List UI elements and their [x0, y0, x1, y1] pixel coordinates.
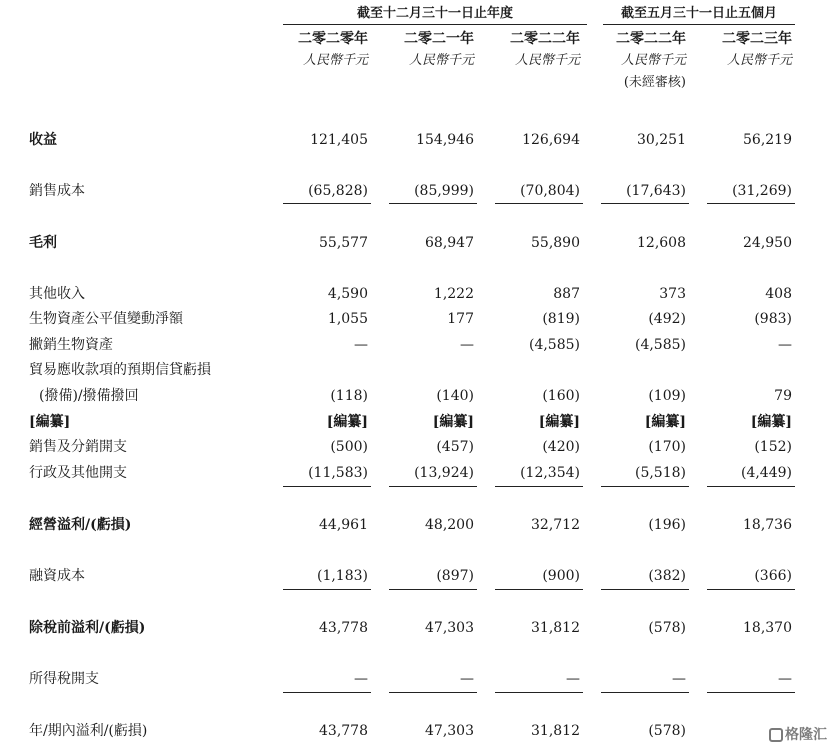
column-year: 二零二一年 — [404, 31, 474, 47]
watermark — [767, 724, 829, 744]
cell-2023-5m: 18,736 — [743, 517, 792, 533]
subtotal-rule — [601, 692, 689, 693]
column-unit: 人民幣千元 — [514, 53, 580, 68]
cell-2021: 154,946 — [416, 132, 474, 148]
cell-2022-5m: (196) — [648, 517, 686, 533]
cell-2023-5m: 56,219 — [743, 132, 792, 148]
cell-2021: (897) — [436, 568, 474, 584]
cell-2022-5m: 30,251 — [637, 132, 686, 148]
cell-2022: (420) — [542, 439, 580, 455]
cell-2022-5m: [編纂] — [644, 414, 686, 430]
cell-2021: [編纂] — [432, 414, 474, 430]
subtotal-rule — [389, 203, 477, 204]
cell-2021: 68,947 — [425, 235, 474, 251]
cell-2022-5m: (17,643) — [626, 183, 686, 199]
column-year: 二零二二年 — [616, 31, 686, 47]
table-row-revenue — [0, 129, 831, 151]
cell-2020: 43,778 — [319, 723, 368, 739]
subtotal-rule — [389, 589, 477, 590]
subtotal-rule — [283, 203, 371, 204]
table-row-ecl-provision — [0, 385, 831, 407]
row-label: (撥備)/撥備撥回 — [39, 388, 139, 404]
cell-2023-5m: (31,269) — [732, 183, 792, 199]
cell-2022-5m: (170) — [648, 439, 686, 455]
cell-2021: 48,200 — [425, 517, 474, 533]
cell-2021: 177 — [447, 311, 474, 327]
cell-2020: — — [354, 671, 368, 687]
cell-2022-5m: (109) — [648, 388, 686, 404]
cell-2022: (12,354) — [520, 465, 580, 481]
subtotal-rule — [601, 486, 689, 487]
cell-2023-5m: (983) — [754, 311, 792, 327]
table-row-operating-profit — [0, 514, 831, 536]
row-label: 除稅前溢利/(虧損) — [29, 620, 146, 636]
watermark-text: 格隆汇 — [785, 727, 827, 743]
header-group-five-months: 截至五月三十一日止五個月 — [603, 4, 795, 25]
cell-2021: (85,999) — [414, 183, 474, 199]
row-label: 撇銷生物資產 — [29, 337, 113, 353]
cell-2021: 1,222 — [433, 286, 474, 302]
cell-2023-5m: 79 — [774, 388, 792, 404]
row-label: 貿易應收款項的預期信貸虧損 — [29, 362, 211, 378]
row-label: 銷售成本 — [29, 183, 85, 199]
cell-2020: 4,590 — [327, 286, 368, 302]
row-label: 銷售及分銷開支 — [29, 439, 127, 455]
cell-2022: 887 — [553, 286, 580, 302]
table-row-profit-for-period — [0, 720, 831, 742]
subtotal-rule — [283, 589, 371, 590]
cell-2022: 126,694 — [522, 132, 580, 148]
row-label: 年/期內溢利/(虧損) — [29, 723, 148, 739]
cell-2023-5m: 24,950 — [743, 235, 792, 251]
cell-2020: (11,583) — [308, 465, 368, 481]
column-header-2022-unaudited — [586, 28, 686, 94]
cell-2022-5m: (5,518) — [634, 465, 686, 481]
table-row-income-tax — [0, 668, 831, 690]
subtotal-rule — [707, 486, 795, 487]
cell-2020: 1,055 — [327, 311, 368, 327]
subtotal-rule — [495, 486, 583, 487]
subtotal-rule — [495, 692, 583, 693]
cell-2022: 55,890 — [531, 235, 580, 251]
table-row-cost-of-sales — [0, 180, 831, 202]
row-label: 收益 — [29, 132, 57, 148]
subtotal-rule — [601, 589, 689, 590]
cell-2023-5m: (366) — [754, 568, 792, 584]
cell-2022-5m: (578) — [648, 620, 686, 636]
cell-2021: — — [460, 337, 474, 353]
watermark-logo-icon — [769, 728, 783, 742]
table-row-finance-costs — [0, 565, 831, 587]
cell-2022: (900) — [542, 568, 580, 584]
table-row-other-income — [0, 283, 831, 305]
column-year: 二零二二年 — [510, 31, 580, 47]
row-label: 毛利 — [29, 235, 57, 251]
subtotal-rule — [707, 203, 795, 204]
table-row-redacted — [0, 411, 831, 433]
table-row-write-off-biological — [0, 334, 831, 356]
cell-2021: 47,303 — [425, 620, 474, 636]
cell-2022-5m: (382) — [648, 568, 686, 584]
cell-2022: [編纂] — [538, 414, 580, 430]
cell-2020: (500) — [330, 439, 368, 455]
cell-2020: 44,961 — [319, 517, 368, 533]
column-year: 二零二三年 — [722, 31, 792, 47]
row-label: 所得稅開支 — [29, 671, 99, 687]
cell-2021: (13,924) — [414, 465, 474, 481]
row-label: [編纂] — [29, 414, 71, 430]
column-note: (未經審核) — [623, 75, 686, 90]
column-unit: 人民幣千元 — [408, 53, 474, 68]
cell-2020: 43,778 — [319, 620, 368, 636]
subtotal-rule — [283, 692, 371, 693]
cell-2022-5m: 373 — [659, 286, 686, 302]
cell-2022-5m: (4,585) — [634, 337, 686, 353]
subtotal-rule — [495, 589, 583, 590]
subtotal-rule — [389, 486, 477, 487]
column-header-2023 — [692, 28, 792, 72]
cell-2020: — — [354, 337, 368, 353]
cell-2022-5m: (578) — [648, 723, 686, 739]
column-header-2021 — [374, 28, 474, 72]
table-row-selling-distribution — [0, 436, 831, 458]
subtotal-rule — [601, 203, 689, 204]
column-year: 二零二零年 — [298, 31, 368, 47]
column-unit: 人民幣千元 — [302, 53, 368, 68]
cell-2022-5m: — — [672, 671, 686, 687]
header-group-year: 截至十二月三十一日止年度 — [283, 4, 587, 25]
table-row-biological-fair-value — [0, 308, 831, 330]
cell-2023-5m: — — [778, 671, 792, 687]
cell-2020: (65,828) — [308, 183, 368, 199]
subtotal-rule — [283, 486, 371, 487]
cell-2023-5m: 408 — [765, 286, 792, 302]
column-unit: 人民幣千元 — [726, 53, 792, 68]
subtotal-rule — [707, 589, 795, 590]
column-unit: 人民幣千元 — [620, 53, 686, 68]
cell-2022: 32,712 — [531, 517, 580, 533]
table-row-administrative — [0, 462, 831, 484]
subtotal-rule — [495, 203, 583, 204]
cell-2023-5m: — — [778, 337, 792, 353]
cell-2022-5m: 12,608 — [637, 235, 686, 251]
cell-2022: (819) — [542, 311, 580, 327]
cell-2023-5m: [編纂] — [750, 414, 792, 430]
table-row-profit-before-tax — [0, 617, 831, 639]
cell-2020: (118) — [330, 388, 368, 404]
cell-2020: 55,577 — [319, 235, 368, 251]
subtotal-rule — [707, 692, 795, 693]
cell-2021: — — [460, 671, 474, 687]
cell-2020: [編纂] — [326, 414, 368, 430]
cell-2022: 31,812 — [531, 723, 580, 739]
column-header-2022 — [480, 28, 580, 72]
row-label: 其他收入 — [29, 286, 85, 302]
cell-2022: (160) — [542, 388, 580, 404]
subtotal-rule — [389, 692, 477, 693]
table-row-gross-profit — [0, 232, 831, 254]
row-label: 行政及其他開支 — [29, 465, 127, 481]
row-label: 生物資產公平值變動淨額 — [29, 311, 183, 327]
cell-2021: (457) — [436, 439, 474, 455]
cell-2022: 31,812 — [531, 620, 580, 636]
row-label: 融資成本 — [29, 568, 85, 584]
cell-2023-5m: (152) — [754, 439, 792, 455]
cell-2022: — — [566, 671, 580, 687]
cell-2021: (140) — [436, 388, 474, 404]
row-label: 經營溢利/(虧損) — [29, 517, 132, 533]
cell-2023-5m: (4,449) — [740, 465, 792, 481]
cell-2020: 121,405 — [310, 132, 368, 148]
cell-2020: (1,183) — [316, 568, 368, 584]
column-header-2020 — [268, 28, 368, 72]
cell-2022: (4,585) — [528, 337, 580, 353]
table-row-ecl-heading — [0, 359, 831, 381]
cell-2023-5m: 18,370 — [743, 620, 792, 636]
cell-2022-5m: (492) — [648, 311, 686, 327]
cell-2022: (70,804) — [520, 183, 580, 199]
cell-2021: 47,303 — [425, 723, 474, 739]
